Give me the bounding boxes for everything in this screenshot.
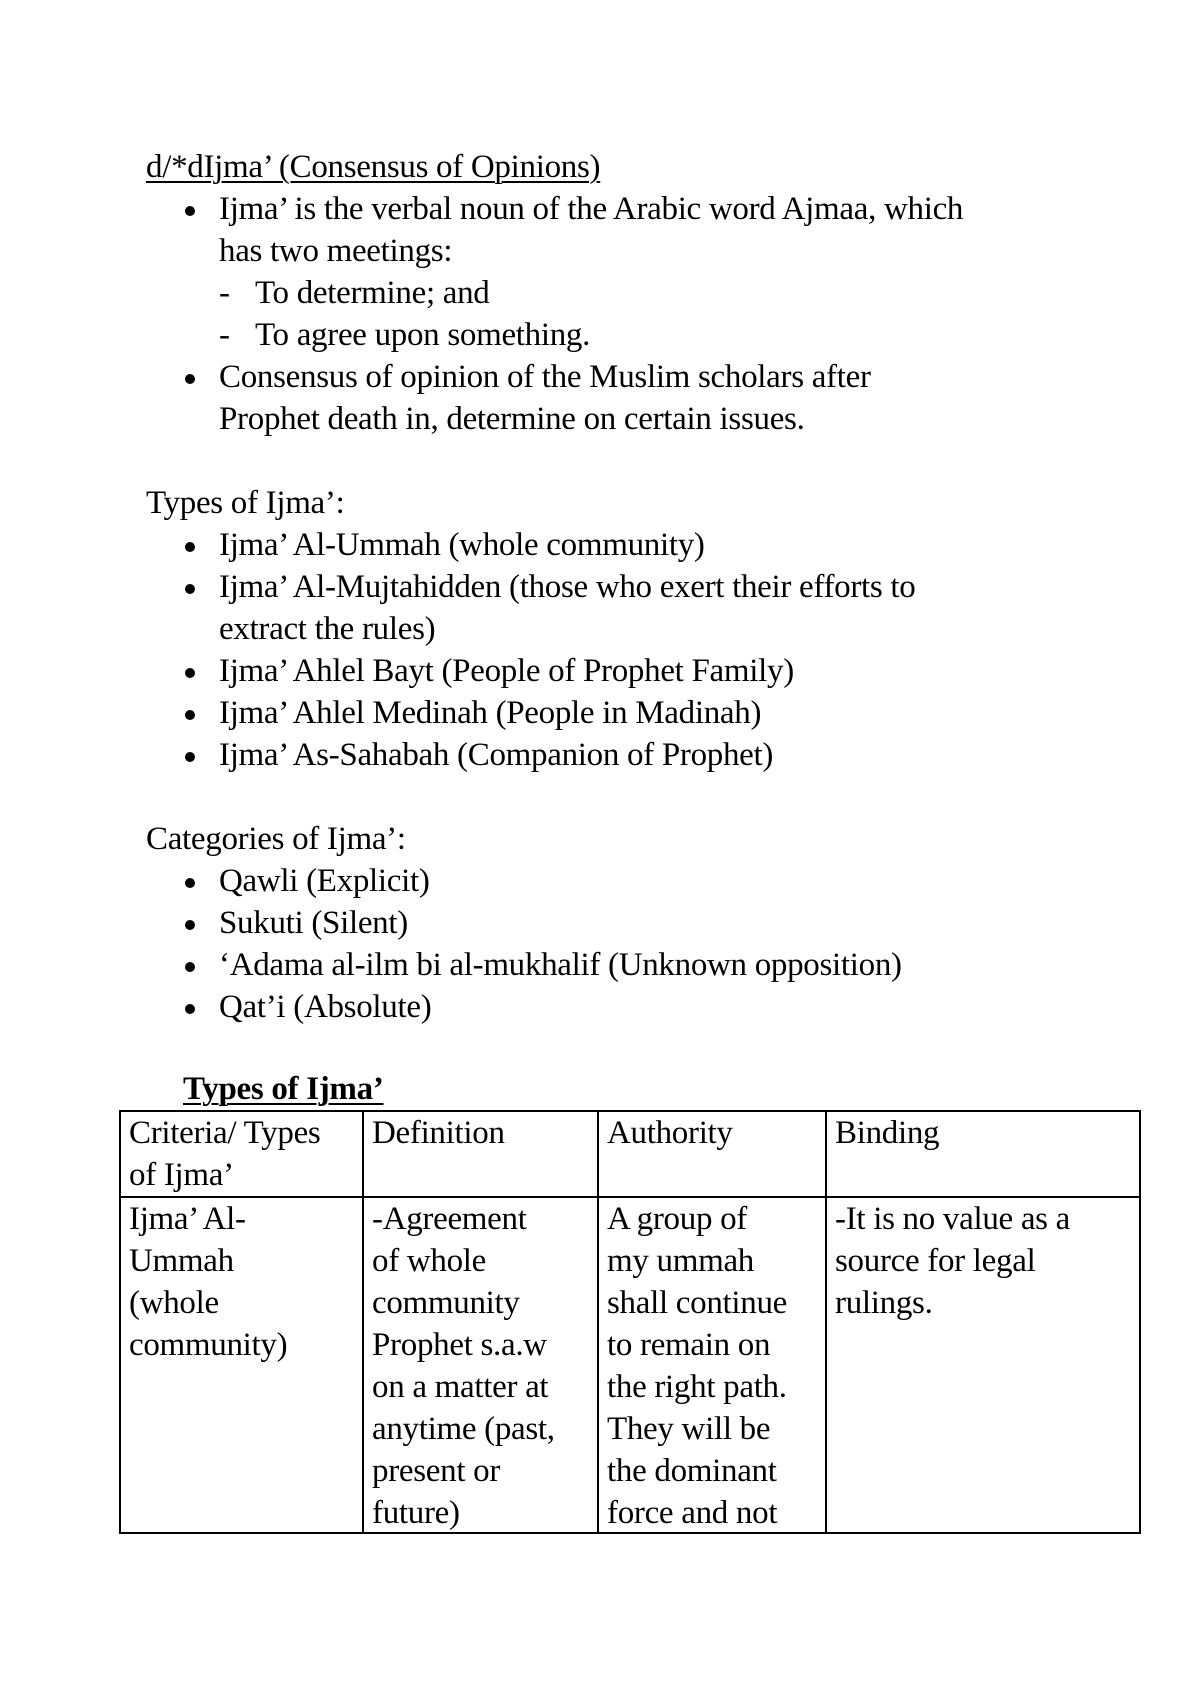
bullet-icon xyxy=(185,752,195,762)
bullet-icon xyxy=(185,668,195,678)
header-criteria: Criteria/ Types of Ijma’ xyxy=(129,1115,321,1193)
type-item-2-line-1: Ijma’ Al-Mujtahidden (those who exert their efforts to xyxy=(219,569,916,605)
meaning-1: To determine; and xyxy=(255,275,490,311)
bullet-icon xyxy=(185,206,195,216)
cell-binding: -It is no value as a source for legal rulings. xyxy=(835,1201,1071,1321)
bullet-icon xyxy=(185,710,195,720)
table-header-cell xyxy=(826,1111,1140,1197)
table-header-row xyxy=(120,1111,1140,1197)
categories-heading: Categories of Ijma’: xyxy=(146,821,406,857)
types-heading: Types of Ijma’: xyxy=(146,485,345,521)
intro-bullet-1-line-1: Ijma’ is the verbal noun of the Arabic word Ajmaa, which xyxy=(219,191,964,227)
category-item-3: ‘Adama al-ilm bi al-mukhalif (Unknown opposition) xyxy=(219,947,902,983)
category-item-2: Sukuti (Silent) xyxy=(219,905,408,941)
bullet-icon xyxy=(185,962,195,972)
cell-definition: -Agreement of whole community Prophet s.a.w on a matter at anytime (past, present or future) xyxy=(372,1201,555,1531)
types-table xyxy=(119,1110,1141,1534)
bullet-icon xyxy=(185,920,195,930)
intro-bullet-2-line-1: Consensus of opinion of the Muslim scholars after xyxy=(219,359,871,395)
cell-type: Ijma’ Al- Ummah (whole community) xyxy=(129,1201,288,1363)
intro-bullet-2-line-2: Prophet death in, determine on certain issues. xyxy=(219,401,805,437)
type-item-5: Ijma’ As-Sahabah (Companion of Prophet) xyxy=(219,737,774,773)
intro-bullet-1-line-2: has two meetings: xyxy=(219,233,453,269)
type-item-1: Ijma’ Al-Ummah (whole community) xyxy=(219,527,705,563)
bullet-icon xyxy=(185,374,195,384)
bullet-icon xyxy=(185,542,195,552)
dash-icon: - xyxy=(219,275,230,311)
bullet-icon xyxy=(185,878,195,888)
bullet-icon xyxy=(185,1004,195,1014)
type-item-2-line-2: extract the rules) xyxy=(219,611,436,647)
table-row xyxy=(120,1197,1140,1533)
cell-authority: A group of my ummah shall continue to remain on the right path. They will be the dominant force and not xyxy=(607,1201,788,1531)
table-header-cell xyxy=(598,1111,826,1197)
page-title: d/*dIjma’ (Consensus of Opinions) xyxy=(146,149,601,185)
category-item-1: Qawli (Explicit) xyxy=(219,863,430,899)
category-item-4: Qat’i (Absolute) xyxy=(219,989,432,1025)
header-binding: Binding xyxy=(835,1115,940,1151)
table-cell xyxy=(363,1197,598,1533)
table-header-cell xyxy=(120,1111,363,1197)
table-cell xyxy=(826,1197,1140,1533)
type-item-4: Ijma’ Ahlel Medinah (People in Madinah) xyxy=(219,695,762,731)
table-cell xyxy=(598,1197,826,1533)
bullet-icon xyxy=(185,584,195,594)
dash-icon: - xyxy=(219,317,230,353)
header-definition: Definition xyxy=(372,1115,505,1151)
header-authority: Authority xyxy=(607,1115,733,1151)
table-header-cell xyxy=(363,1111,598,1197)
table-caption: Types of Ijma’ xyxy=(183,1071,384,1107)
meaning-2: To agree upon something. xyxy=(255,317,591,353)
type-item-3: Ijma’ Ahlel Bayt (People of Prophet Family) xyxy=(219,653,794,689)
table-cell xyxy=(120,1197,363,1533)
